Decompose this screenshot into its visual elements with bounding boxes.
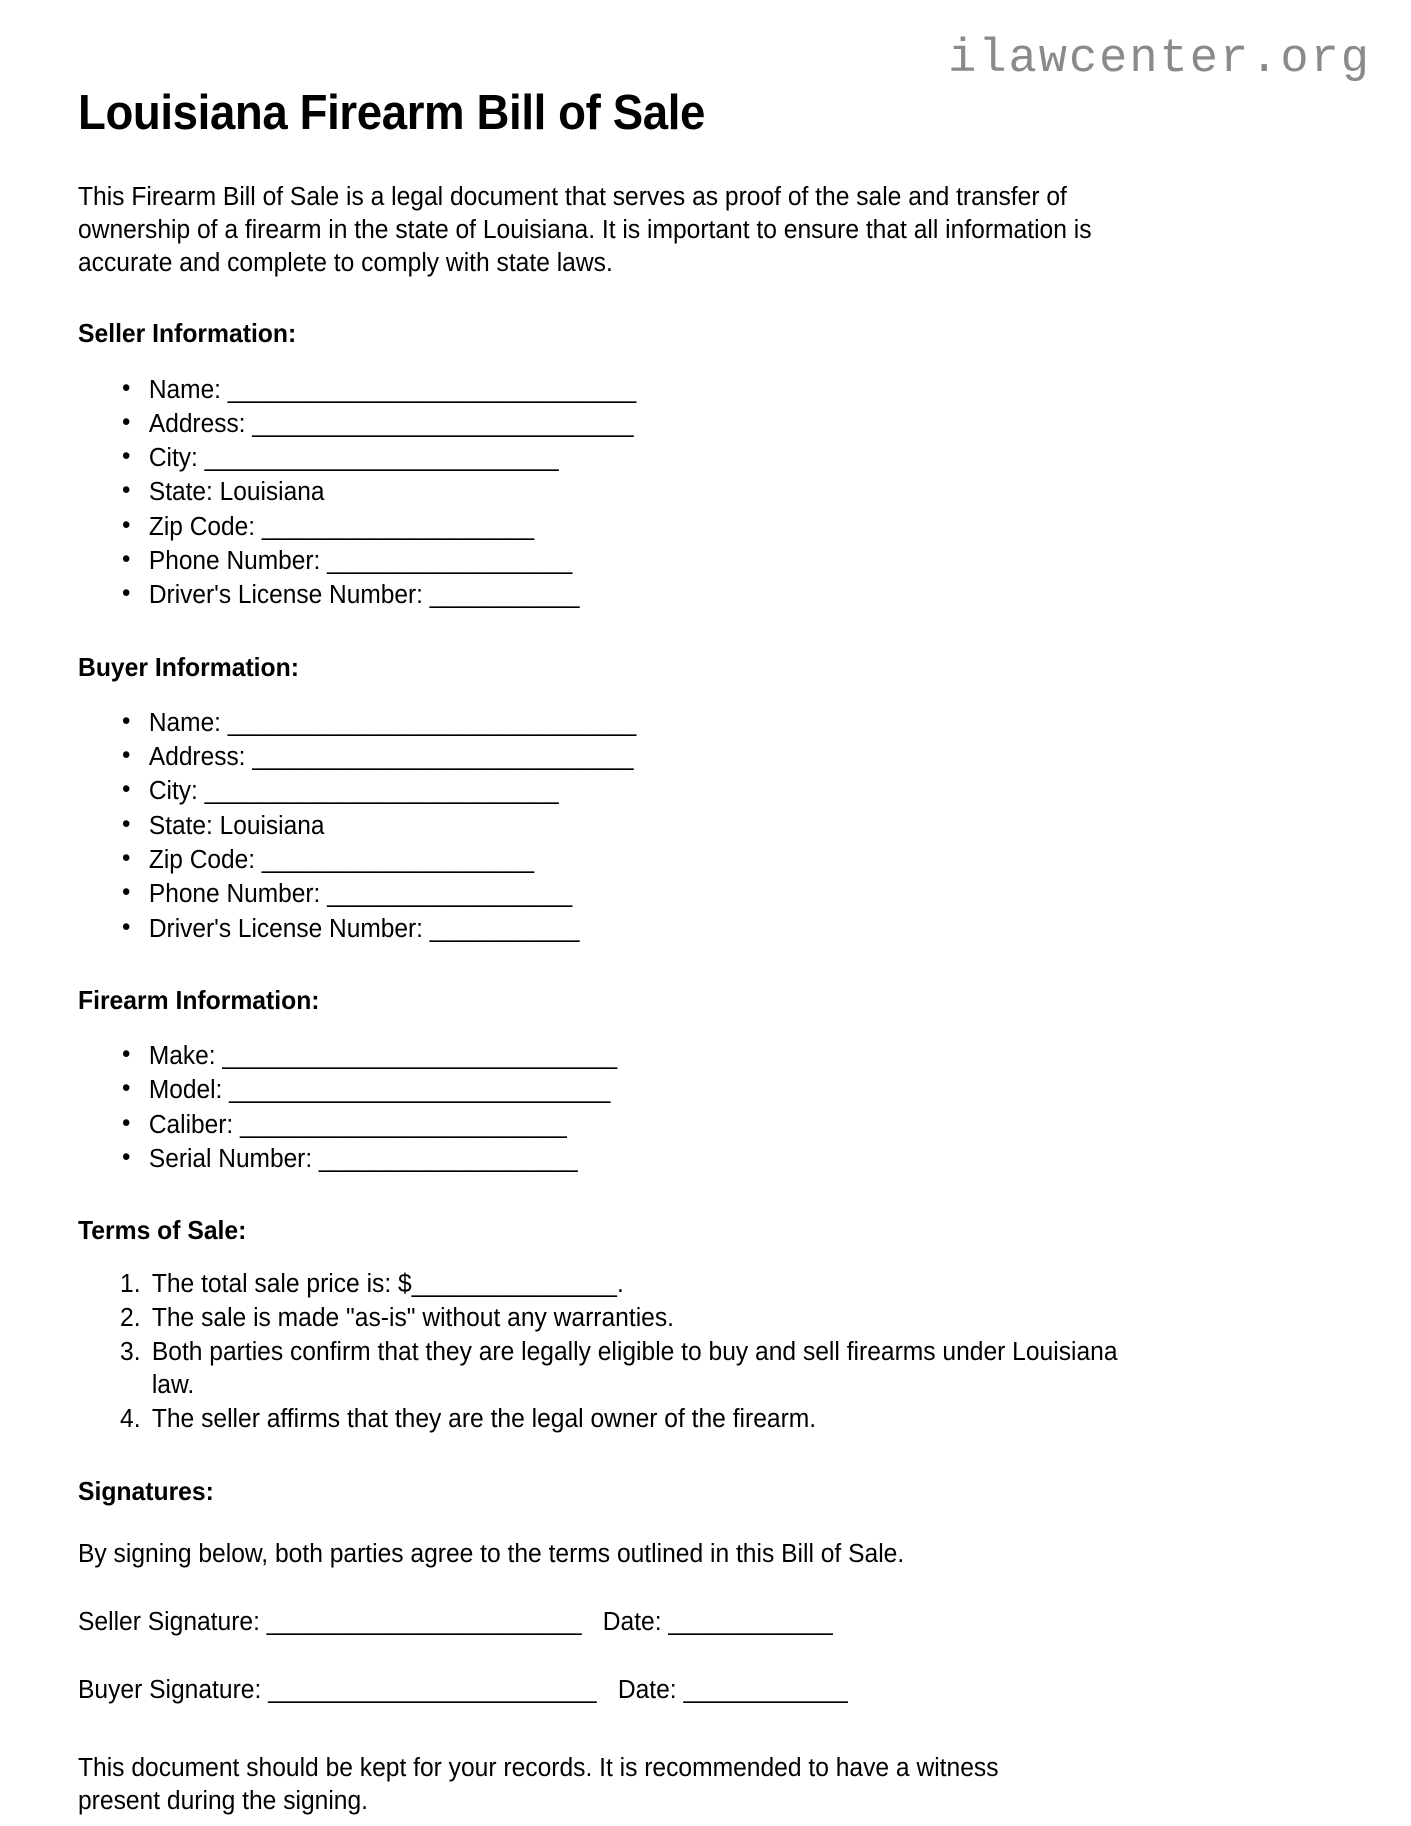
seller-information-heading: Seller Information:	[78, 318, 297, 349]
seller-signature-label: Seller Signature: _______________________	[78, 1608, 582, 1637]
list-item: The sale is made "as-is" without any warranties.	[151, 1304, 674, 1333]
firearm-information-heading: Firearm Information:	[78, 984, 320, 1015]
list-item: • Name: ______________________________	[122, 706, 1285, 740]
list-item: • Model: ____________________________	[122, 1073, 1285, 1107]
list-item: • Driver's License Number: ___________	[122, 578, 1285, 612]
seller-date-label: Date: ____________	[602, 1608, 833, 1637]
list-item: • Address: ____________________________	[122, 407, 1285, 441]
firearm-fields-list	[78, 1039, 1333, 1176]
seller-signature-row	[78, 1606, 1289, 1639]
list-item: • State: Louisiana	[122, 809, 1285, 843]
list-item: • Zip Code: ____________________	[122, 843, 1285, 877]
intro-paragraph: This Firearm Bill of Sale is a legal document that serves as proof of the sale and transfer of ownership of a firearm in the state of Louisiana. It is important to ensure that all information is accurate and complete to comply with state laws.	[78, 183, 1092, 277]
list-item: • Make: _____________________________	[122, 1039, 1285, 1073]
buyer-fields-list	[78, 706, 1333, 946]
seller-fields-list	[78, 373, 1333, 613]
list-item: • State: Louisiana	[122, 475, 1285, 509]
list-item: • Driver's License Number: ___________	[122, 912, 1285, 946]
list-item: • Zip Code: ____________________	[122, 510, 1285, 544]
site-watermark: ilawcenter.org	[948, 33, 1371, 86]
footer-note: This document should be kept for your records. It is recommended to have a witness present during the signing.	[78, 1754, 999, 1816]
list-item: • Phone Number: __________________	[122, 877, 1285, 911]
buyer-signature-row	[78, 1674, 1289, 1707]
list-item: The seller affirms that they are the legal owner of the firearm.	[151, 1405, 817, 1434]
buyer-signature-label: Buyer Signature: ________________________	[78, 1676, 597, 1705]
list-item: • Serial Number: ___________________	[122, 1142, 1285, 1176]
list-item: Both parties confirm that they are legally eligible to buy and sell firearms under Louisiana law.	[151, 1337, 1118, 1400]
list-item: • Name: ______________________________	[122, 373, 1285, 407]
list-item: • Address: ____________________________	[122, 740, 1285, 774]
buyer-date-label: Date: ____________	[617, 1676, 848, 1705]
list-item: • Caliber: ________________________	[122, 1108, 1285, 1142]
page-title: Louisiana Firearm Bill of Sale	[78, 86, 706, 140]
list-item: • City: __________________________	[122, 774, 1285, 808]
terms-of-sale-list	[78, 1268, 1333, 1436]
buyer-information-heading: Buyer Information:	[78, 651, 299, 682]
list-item: • City: __________________________	[122, 441, 1285, 475]
list-item: The total sale price is: $_______________.	[151, 1270, 624, 1299]
signatures-note: By signing below, both parties agree to the terms outlined in this Bill of Sale.	[78, 1539, 905, 1568]
signatures-heading: Signatures:	[78, 1475, 214, 1506]
list-item: • Phone Number: __________________	[122, 544, 1285, 578]
terms-of-sale-heading: Terms of Sale:	[78, 1215, 247, 1246]
